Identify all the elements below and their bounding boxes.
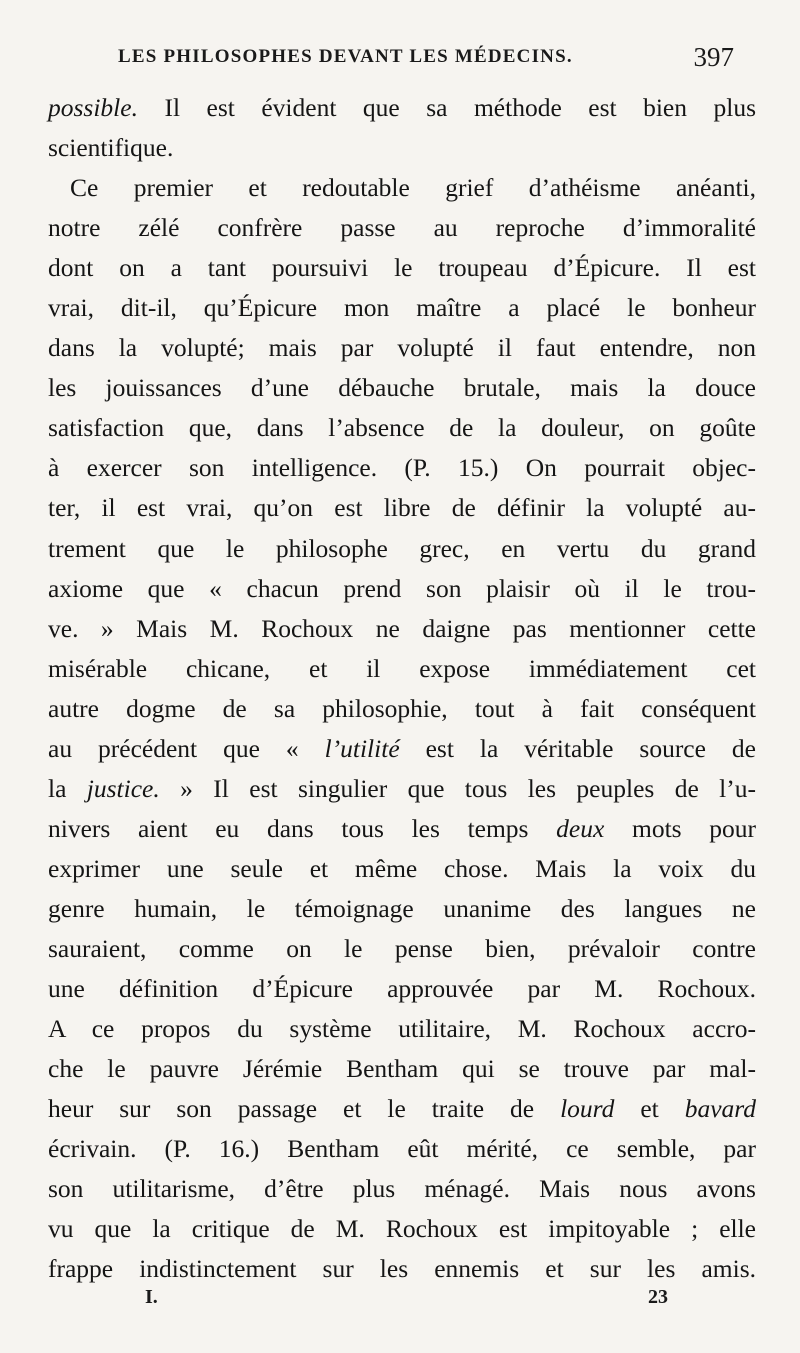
body-text bbox=[48, 88, 756, 1289]
text-line: sauraient, comme on le pense bien, prévaloir contre bbox=[48, 933, 756, 963]
text-line: frappe indistinctement sur les ennemis et sur les amis. bbox=[48, 1254, 756, 1284]
text-line: A ce propos du système utilitaire, M. Rochoux accro- bbox=[48, 1014, 756, 1044]
text-line: ve. » Mais M. Rochoux ne daigne pas mentionner cette bbox=[48, 613, 756, 643]
text-segment: est la véritable source de bbox=[399, 733, 756, 763]
text-line: à exercer son intelligence. (P. 15.) On pourrait objec- bbox=[48, 453, 756, 483]
text-segment: la bbox=[48, 773, 87, 803]
text-line: une définition d’Épicure approuvée par M. Rochoux. bbox=[48, 974, 756, 1004]
text-line: scientifique. bbox=[48, 133, 174, 163]
text-line: che le pauvre Jérémie Bentham qui se trouve par mal- bbox=[48, 1054, 756, 1084]
text-line: son utilitarisme, d’être plus ménagé. Mais nous avons bbox=[48, 1174, 756, 1204]
page-footer bbox=[0, 1286, 800, 1316]
text-line bbox=[48, 88, 756, 128]
text-line: ter, il est vrai, qu’on est libre de définir la volupté au- bbox=[48, 493, 756, 523]
text-line bbox=[48, 729, 756, 769]
text-line bbox=[48, 1089, 756, 1129]
italic-word: possible. bbox=[48, 93, 138, 122]
text-line: axiome que « chacun prend son plaisir où il le trou- bbox=[48, 573, 756, 603]
text-line: vu que la critique de M. Rochoux est impitoyable ; elle bbox=[48, 1214, 756, 1244]
text-line: les jouissances d’une débauche brutale, mais la douce bbox=[48, 373, 756, 403]
page-number: 397 bbox=[693, 42, 734, 72]
text-line: vrai, dit-il, qu’Épicure mon maître a placé le bonheur bbox=[48, 293, 756, 323]
running-title: LES PHILOSOPHES DEVANT LES MÉDECINS. bbox=[118, 46, 573, 67]
text-line: exprimer une seule et même chose. Mais la voix du bbox=[48, 853, 756, 883]
text-line: Ce premier et redoutable grief d’athéisme anéanti, bbox=[70, 173, 756, 203]
text-line: trement que le philosophe grec, en vertu du grand bbox=[48, 533, 756, 563]
italic-word: deux bbox=[556, 813, 605, 843]
text-line: écrivain. (P. 16.) Bentham eût mérité, ce semble, par bbox=[48, 1134, 756, 1164]
page-header bbox=[118, 42, 734, 82]
text-segment: au précédent que « bbox=[48, 733, 325, 763]
italic-word: l’utilité bbox=[324, 733, 400, 763]
text-line: autre dogme de sa philosophie, tout à fait conséquent bbox=[48, 693, 756, 723]
text-segment: nivers aient eu dans tous les temps bbox=[48, 813, 557, 843]
text-line: genre humain, le témoignage unanime des langues ne bbox=[48, 893, 756, 923]
text-segment: et bbox=[614, 1094, 685, 1124]
text-line: misérable chicane, et il expose immédiatement cet bbox=[48, 653, 756, 683]
text-segment: heur sur son passage et le traite de bbox=[48, 1094, 561, 1124]
italic-word: bavard bbox=[684, 1094, 756, 1124]
text-line: satisfaction que, dans l’absence de la douleur, on goûte bbox=[48, 413, 756, 443]
signature-number: 23 bbox=[648, 1286, 668, 1308]
signature-mark: I. bbox=[145, 1286, 158, 1308]
text-segment: » Il est singulier que tous les peuples de l’u- bbox=[159, 773, 756, 803]
text-segment: mots pour bbox=[604, 813, 756, 843]
italic-word: lourd bbox=[560, 1094, 615, 1124]
text-line bbox=[48, 769, 756, 809]
text-line bbox=[48, 809, 756, 849]
text-line: notre zélé confrère passe au reproche d’immoralité bbox=[48, 213, 756, 243]
text-line: dans la volupté; mais par volupté il faut entendre, non bbox=[48, 333, 756, 363]
text-segment: Il est évident que sa méthode est bien plus bbox=[137, 93, 756, 122]
text-line: dont on a tant poursuivi le troupeau d’Épicure. Il est bbox=[48, 253, 756, 283]
italic-word: justice. bbox=[86, 773, 160, 803]
